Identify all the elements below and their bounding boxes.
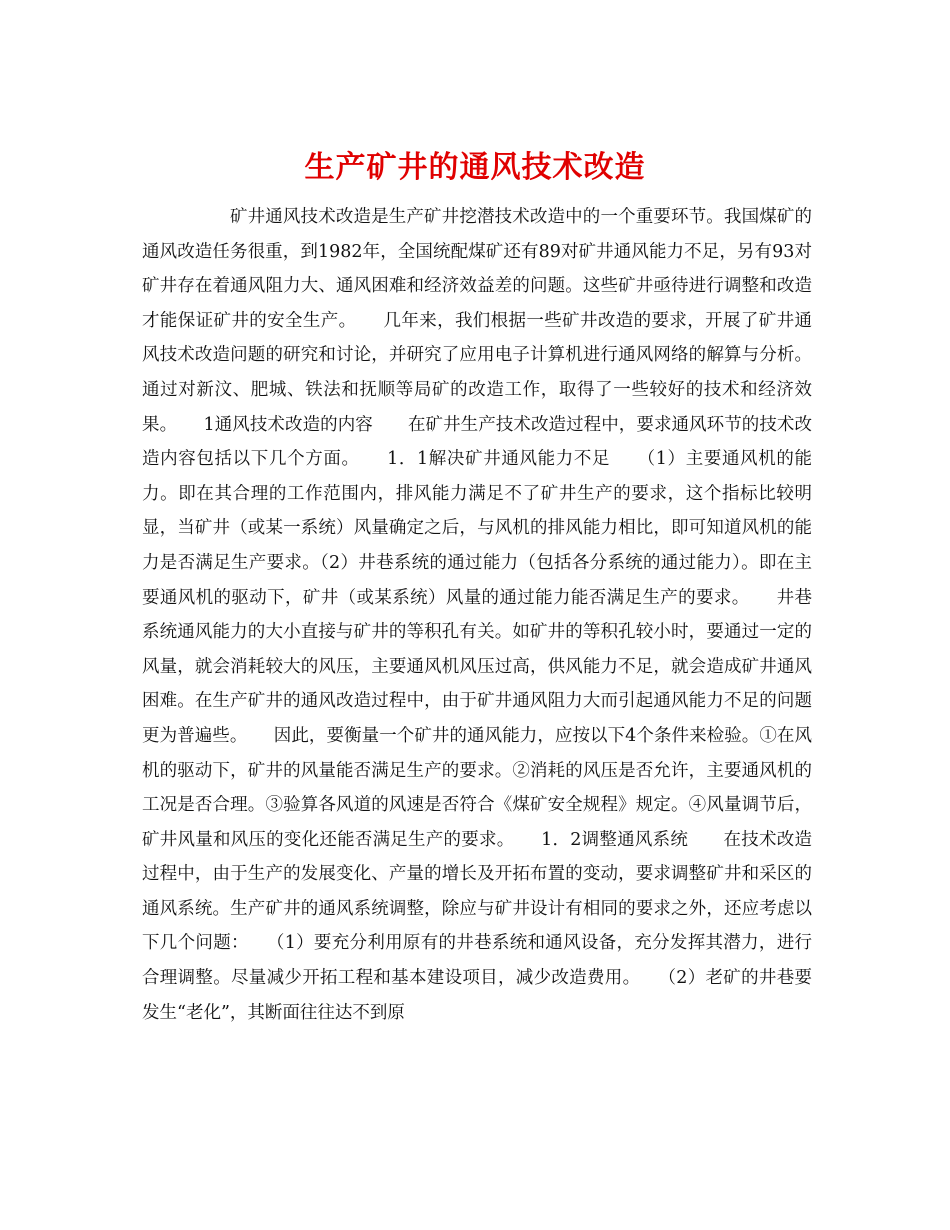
- page-title: 生产矿井的通风技术改造: [304, 150, 646, 186]
- body-paragraph: 矿井通风技术改造是生产矿井挖潜技术改造中的一个重要环节。我国煤矿的通风改造任务很重，到1982年，全国统配煤矿还有89对矿井通风能力不足，另有93对矿井存在着通风阻力大、通风困难和经济效益差的问题。这些矿井亟待进行调整和改造才能保证矿井的安全生产。 几年来，我们根据一些矿井改造的要求，开展了矿井通风技术改造问题的研究和讨论，并研究了应用电子计算机进行通风网络的解算与分析。通过对新汶、肥城、铁法和抚顺等局矿的改造工作，取得了一些较好的技术和经济效果。 1通风技术改造的内容 在矿井生产技术改造过程中，要求通风环节的技术改造内容包括以下几个方面。 1．1解决矿井通风能力不足 （1）主要通风机的能力。即在其合理的工作范围内，排风能力满足不了矿井生产的要求，这个指标比较明显，当矿井（或某一系统）风量确定之后，与风机的排风能力相比，即可知道风机的能力是否满足生产要求。（2）井巷系统的通过能力（包括各分系统的通过能力）。即在主要通风机的驱动下，矿井（或某系统）风量的通过能力能否满足生产的要求。 井巷系统通风能力的大小直接与矿井的等积孔有关。如矿井的等积孔较小时，要通过一定的风量，就会消耗较大的风压，主要通风机风压过高，供风能力不足，就会造成矿井通风困难。在生产矿井的通风改造过程中，由于矿井通风阻力大而引起通风能力不足的问题更为普遍些。 因此，要衡量一个矿井的通风能力，应按以下4个条件来检验。①在风机的驱动下，矿井的风量能否满足生产的要求。②消耗的风压是否允许，主要通风机的工况是否合理。③验算各风道的风速是否符合《煤矿安全规程》规定。④风量调节后，矿井风量和风压的变化还能否满足生产的要求。 1．2调整通风系统 在技术改造过程中，由于生产的发展变化、产量的增长及开拓布置的变动，要求调整矿井和采区的通风系统。生产矿井的通风系统调整，除应与矿井设计有相同的要求之外，还应考虑以下几个问题： （1）要充分利用原有的井巷系统和通风设备，充分发挥其潜力，进行合理调整。尽量减少开拓工程和基本建设项目，减少改造费用。 （2）老矿的井巷要发生“老化”，其断面往往达不到原: [142, 207, 812, 1023]
